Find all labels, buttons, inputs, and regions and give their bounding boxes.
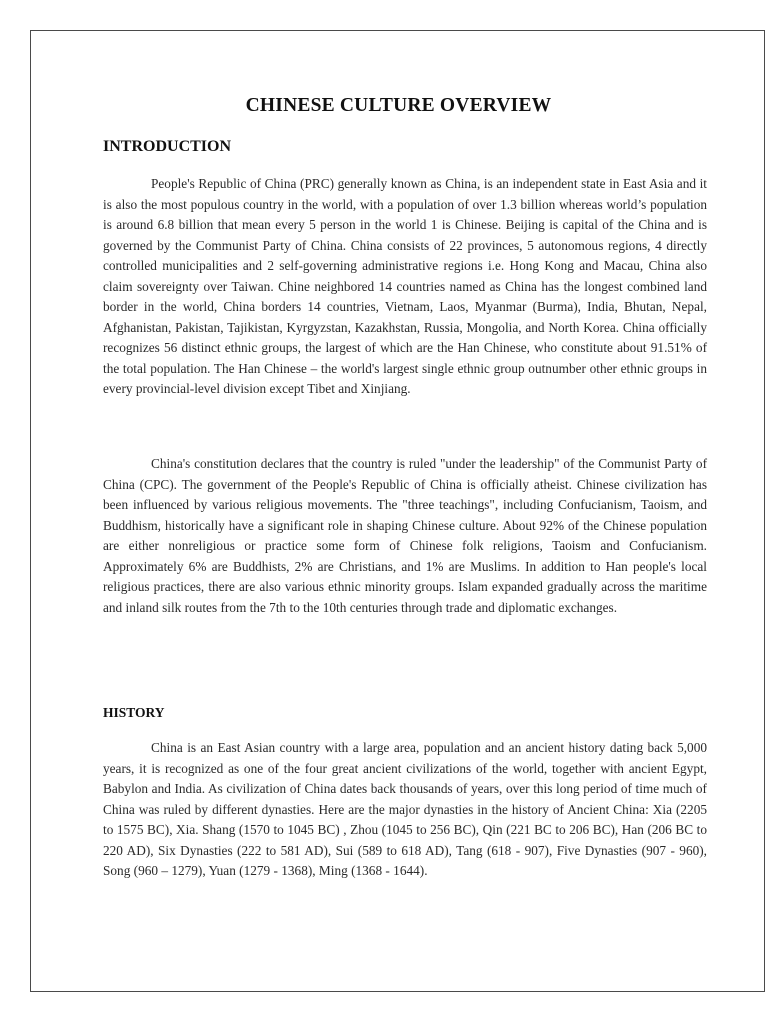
section-heading-history: HISTORY <box>103 705 165 720</box>
document-title: CHINESE CULTURE OVERVIEW <box>245 95 552 116</box>
introduction-paragraph-1: People's Republic of China (PRC) generally known as China, is an independent state in East Asia and it is also the most populous country in the world, with a population of over 1.3 billion whereas world’s population is around 6.8 billion that mean every 5 person in the world 1 is Chinese. Beijing is capital of the China and is governed by the Communist Party of China. China consists of 22 provinces, 5 autonomous regions, 4 directly controlled municipalities and 2 self-governing administrative regions i.e. Hong Kong and Macau, China also claim sovereignty over Taiwan. Chine neighbored 14 countries named as China has the longest combined land border in the world, China borders 14 countries, Vietnam, Laos, Myanmar (Burma), India, Bhutan, Nepal, Afghanistan, Pakistan, Tajikistan, Kyrgyzstan, Kazakhstan, Russia, Mongolia, and North Korea. China officially recognizes 56 distinct ethnic groups, the largest of which are the Han Chinese, who constitute about 91.51% of the total population. The Han Chinese – the world's largest single ethnic group outnumber other ethnic groups in every provincial-level division except Tibet and Xinjiang. <box>103 176 707 396</box>
introduction-paragraph-2: China's constitution declares that the country is ruled "under the leadership" of the Communist Party of China (CPC). The government of the People's Republic of China is officially atheist. Chinese civilization has been influenced by various religious movements. The "three teachings", including Confucianism, Taoism, and Buddhism, historically have a significant role in shaping Chinese culture. About 92% of the Chinese population are either nonreligious or practice some form of Chinese folk religions, Taoism and Confucianism. Approximately 6% are Buddhists, 2% are Christians, and 1% are Muslims. In addition to Han people's local religious practices, there are also various ethnic minority groups. Islam expanded gradually across the maritime and inland silk routes from the 7th to the 10th centuries through trade and diplomatic exchanges. <box>103 456 707 615</box>
section-heading-introduction: INTRODUCTION <box>103 138 232 155</box>
history-paragraph-1: China is an East Asian country with a large area, population and an ancient history dating back 5,000 years, it is recognized as one of the four great ancient civilizations of the world, together with ancient Egypt, Babylon and India. As civilization of China dates back thousands of years, over this long period of time much of China was ruled by different dynasties. Here are the major dynasties in the history of Ancient China: Xia (2205 to 1575 BC), Xia. Shang (1570 to 1045 BC) , Zhou (1045 to 256 BC), Qin (221 BC to 206 BC), Han (206 BC to 220 AD), Six Dynasties (222 to 581 AD), Sui (589 to 618 AD), Tang (618 - 907), Five Dynasties (907 - 960), Song (960 – 1279), Yuan (1279 - 1368), Ming (1368 - 1644). <box>103 740 707 878</box>
document-page <box>30 30 765 992</box>
